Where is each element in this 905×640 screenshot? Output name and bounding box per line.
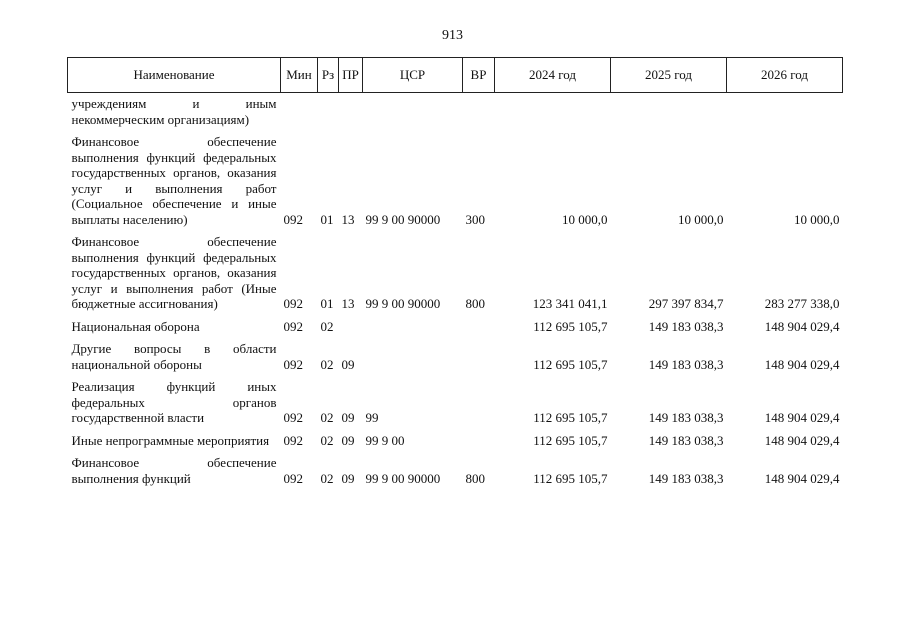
table-row xyxy=(68,127,843,227)
row-2025: 149 183 038,3 xyxy=(648,470,724,486)
row-2025: 297 397 834,7 xyxy=(648,296,724,311)
row-2024: 112 695 105,7 xyxy=(533,432,608,448)
table-row xyxy=(68,426,843,449)
header-pr: ПР xyxy=(339,58,363,93)
row-min: 092 xyxy=(283,356,303,372)
header-2024: 2024 год xyxy=(495,58,611,93)
row-2024 xyxy=(495,93,611,128)
row-name: Иные непрограммные мероприятия xyxy=(71,432,270,448)
row-2026: 148 904 029,4 xyxy=(764,470,840,486)
row-min: 092 xyxy=(283,470,303,486)
row-min xyxy=(281,93,318,128)
row-csr: 99 9 00 90000 xyxy=(365,296,441,311)
row-vr xyxy=(463,334,495,372)
table-row xyxy=(68,312,843,335)
header-2026: 2026 год xyxy=(727,58,843,93)
page-number: 913 xyxy=(442,28,463,43)
row-vr xyxy=(463,93,495,128)
row-2024: 10 000,0 xyxy=(562,211,608,227)
header-vr: ВР xyxy=(463,58,495,93)
row-2025: 149 183 038,3 xyxy=(648,356,724,372)
row-name: Другие вопросы в области национальной обороны xyxy=(71,341,277,372)
row-rz xyxy=(318,93,339,128)
row-vr xyxy=(463,312,495,335)
table-body xyxy=(68,93,843,487)
row-rz: 01 xyxy=(320,296,334,311)
row-2024: 123 341 041,1 xyxy=(532,296,608,311)
row-min: 092 xyxy=(283,318,303,334)
row-pr: 09 xyxy=(341,432,355,448)
row-pr xyxy=(339,93,363,128)
table-row xyxy=(68,448,843,486)
row-2025: 149 183 038,3 xyxy=(648,318,724,334)
row-vr xyxy=(463,426,495,449)
row-2025: 149 183 038,3 xyxy=(648,410,724,425)
row-csr xyxy=(363,93,463,128)
row-2024: 112 695 105,7 xyxy=(533,356,608,372)
row-rz: 02 xyxy=(320,318,334,334)
header-rz: Рз xyxy=(318,58,339,93)
row-vr: 800 xyxy=(465,296,485,311)
row-name: Национальная оборона xyxy=(71,318,200,334)
row-2026: 148 904 029,4 xyxy=(764,432,840,448)
row-vr: 300 xyxy=(465,211,485,227)
row-min: 092 xyxy=(283,410,303,425)
table-row xyxy=(68,227,843,312)
header-min: Мин xyxy=(281,58,318,93)
row-name: Финансовое обеспечение выполнения функций xyxy=(71,455,277,486)
table-row xyxy=(68,334,843,372)
row-2025: 149 183 038,3 xyxy=(648,432,724,448)
row-min: 092 xyxy=(283,296,303,311)
row-csr: 99 9 00 90000 xyxy=(365,211,441,227)
header-2025: 2025 год xyxy=(611,58,727,93)
row-pr: 09 xyxy=(341,470,355,486)
row-name: учреждениям и иным некоммерческим организациям) xyxy=(71,96,277,127)
row-csr: 99 9 00 90000 xyxy=(365,470,441,486)
row-min: 092 xyxy=(283,211,303,227)
row-2026: 148 904 029,4 xyxy=(764,356,840,372)
row-pr xyxy=(339,312,363,335)
row-csr: 99 xyxy=(365,410,379,425)
row-pr: 09 xyxy=(341,356,355,372)
row-2026: 283 277 338,0 xyxy=(764,296,840,311)
header-csr: ЦСР xyxy=(363,58,463,93)
table-header xyxy=(68,58,843,93)
row-2025 xyxy=(611,93,727,128)
row-name: Финансовое обеспечение выполнения функций федеральных государственных органов, оказания услуг и выполнения работ (Иные бюджетные ассигнования) xyxy=(71,234,277,311)
table-row xyxy=(68,372,843,426)
row-2024: 112 695 105,7 xyxy=(533,410,608,425)
row-vr: 800 xyxy=(465,470,485,486)
budget-table xyxy=(67,57,843,486)
row-min: 092 xyxy=(283,432,303,448)
row-csr xyxy=(363,334,463,372)
row-rz: 02 xyxy=(320,356,334,372)
row-2024: 112 695 105,7 xyxy=(533,470,608,486)
row-pr: 13 xyxy=(341,296,355,311)
row-2026: 148 904 029,4 xyxy=(764,318,840,334)
row-name: Финансовое обеспечение выполнения функций федеральных государственных органов, оказания услуг и выполнения работ (Социальное обеспечение и иные выплаты населению) xyxy=(71,134,277,227)
row-rz: 02 xyxy=(320,470,334,486)
row-rz: 01 xyxy=(320,211,334,227)
row-rz: 02 xyxy=(320,410,334,425)
row-name: Реализация функций иных федеральных органов государственной власти xyxy=(71,379,277,425)
row-2025: 10 000,0 xyxy=(678,211,724,227)
row-2024: 112 695 105,7 xyxy=(533,318,608,334)
row-csr: 99 9 00 xyxy=(365,432,405,448)
row-pr: 13 xyxy=(341,211,355,227)
row-vr xyxy=(463,372,495,426)
header-name: Наименование xyxy=(68,58,281,93)
row-csr xyxy=(363,312,463,335)
row-2026 xyxy=(727,93,843,128)
row-pr: 09 xyxy=(341,410,355,425)
row-2026: 10 000,0 xyxy=(794,211,840,227)
row-rz: 02 xyxy=(320,432,334,448)
row-2026: 148 904 029,4 xyxy=(764,410,840,425)
table-row xyxy=(68,93,843,128)
